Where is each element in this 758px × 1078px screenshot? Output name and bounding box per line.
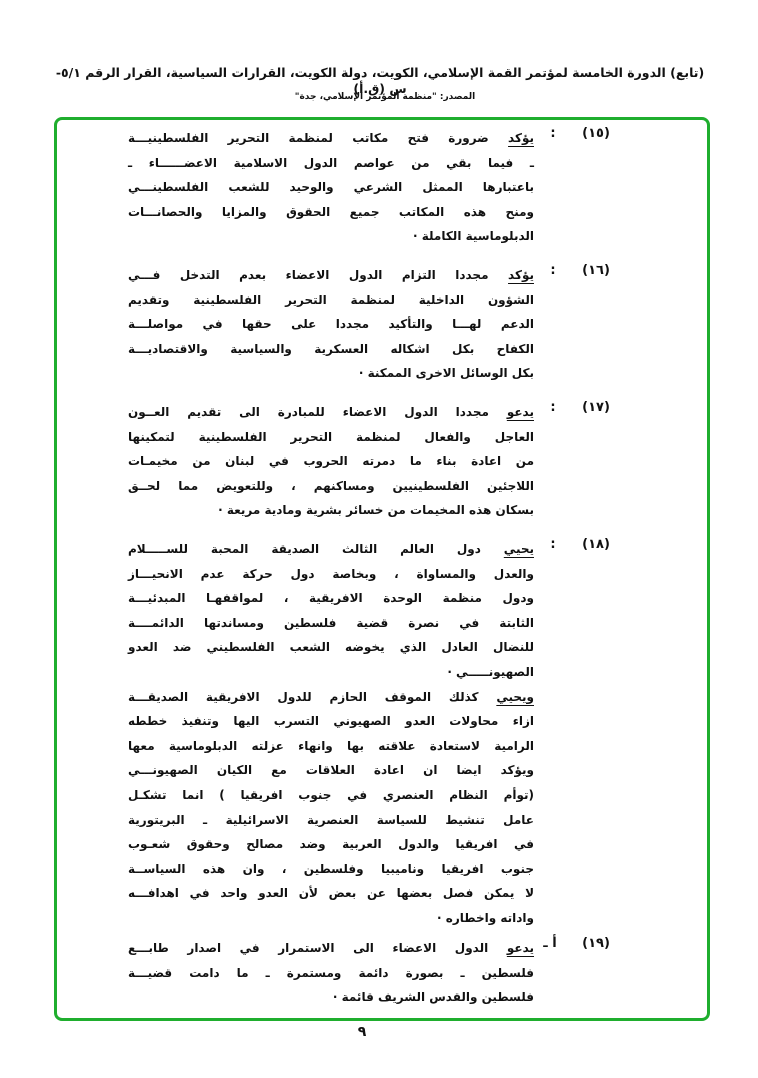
- text-line: بسكان هذه المخيمات من خسائر بشرية ومادية مريعة ·: [218, 503, 534, 518]
- text-line: الثابتة في نصرة قضية فلسطين ومساندتها الدائمــــة: [128, 615, 534, 630]
- paragraph-number: (١٥): [582, 126, 610, 141]
- sub-item-label: أ ـ: [543, 936, 557, 951]
- text-line: والعدل والمساواة ، وبخاصة دول حركة عدم الانحيـــاز: [128, 566, 534, 581]
- paragraph-colon: :: [550, 537, 556, 552]
- paragraph-number: (١٦): [582, 263, 610, 278]
- lead-verb: يؤكد: [508, 131, 534, 145]
- text-line: يؤكد ضرورة فتح مكاتب لمنظمة التحرير الفلسطينيـــة: [128, 131, 534, 145]
- paragraph-number: (١٧): [582, 400, 610, 415]
- lead-verb: يؤكد: [508, 268, 534, 282]
- text-line: بكل الوسائل الاخرى الممكنة ·: [358, 366, 534, 381]
- document-source-line: المصدر: "منظمة المؤتمر الإسلامي، جدة": [294, 92, 476, 102]
- text-line: العاجل والفعال لمنظمة التحرير الفلسطينية لتمكينها: [128, 429, 534, 444]
- paragraph-number: (١٨): [582, 537, 610, 552]
- text-line: الصهيونـــــي ·: [447, 664, 534, 679]
- text-line: يدعو الدول الاعضاء الى الاستمرار في اصدار طابـــع: [128, 941, 535, 955]
- text-line: واداته واخطاره ·: [437, 910, 534, 925]
- text-line: ودول منظمة الوحدة الافريقية ، لمواقفهـا المبدئيـــة: [128, 591, 534, 606]
- paragraph-colon: :: [550, 126, 556, 141]
- text-line: فلسطين والقدس الشريف قائمة ·: [332, 990, 534, 1005]
- text-line: ويحيي كذلك الموقف الحازم للدول الافريقية الصديقـــة: [128, 689, 534, 704]
- text-line: الدبلوماسية الكاملة ·: [412, 229, 534, 244]
- text-line: من اعادة بناء ما دمرته الحروب في لبنان من مخيمـات: [128, 454, 534, 469]
- text-line: الكفاح بكل اشكاله العسكرية والسياسية والاقتصاديـــة: [128, 341, 534, 356]
- page-number: ٩: [357, 1024, 367, 1040]
- text-line: في افريقيا والدول العربية وضد مصالح وحقوق شعـوب: [128, 837, 534, 852]
- paragraph-number: (١٩): [582, 936, 610, 951]
- lead-verb: يحيي: [503, 542, 534, 556]
- lead-verb: يدعو: [506, 405, 534, 419]
- text-line: جنوب افريقيا وناميبيا وفلسطين ، وان هذه السياســة: [128, 861, 534, 876]
- text-line: ويؤكد ايضا ان اعادة العلاقات مع الكيان الصهيونـــي: [128, 763, 534, 778]
- text-line: ـ فيما بقي من عواصم الدول الاسلامية الاعضــــــاء ـ: [128, 155, 534, 170]
- text-line: ازاء محاولات العدو الصهيوني التسرب اليها وتنفيذ خططه: [128, 714, 534, 729]
- text-line: ومنح هذه المكاتب جميع الحقوق والمزايا والحصانـــات: [128, 204, 534, 219]
- text-line: فلسطين ـ بصورة دائمة ومستمرة ـ ما دامت قضيـــة: [128, 965, 534, 980]
- text-line: لا يمكن فصل بعضها عن بعض لأن العدو واحد في اهدافـــه: [128, 886, 534, 901]
- paragraph-colon: :: [550, 263, 556, 278]
- lead-verb: ويحيي: [496, 689, 534, 704]
- text-line: يدعو مجددا الدول الاعضاء للمبادرة الى تقديم العــون: [128, 405, 534, 419]
- text-line: اللاجئين الفلسطينيين ومساكنهم ، وللتعويض مما لحــق: [128, 478, 534, 493]
- lead-verb: يدعو: [506, 941, 535, 955]
- text-line: باعتبارها الممثل الشرعي والوحيد للشعب الفلسطينـــي: [128, 180, 534, 195]
- text-line: الشؤون الداخلية لمنظمة التحرير الفلسطينية وتقديم: [128, 292, 534, 307]
- text-line: للنضال العادل الذي يخوضه الشعب الفلسطيني ضد العدو: [128, 640, 534, 655]
- paragraph-colon: :: [550, 400, 556, 415]
- text-line: يحيي دول العالم الثالث الصديقة المحبة للســـــلام: [128, 542, 534, 556]
- document-header-title: (تابع) الدورة الخامسة لمؤتمر القمة الإسلامي، الكويت، دولة الكويت، القرارات السياسية، القرار الرقم ٥/١-س (ق.أ): [55, 65, 705, 96]
- text-line: الدعم لهـــا والتأكيد مجددا على حقها في مواصلـــة: [128, 317, 534, 332]
- text-line: (توأم النظام العنصري في جنوب افريقيا ) انما تشكـل: [128, 787, 534, 802]
- text-line: يؤكد مجددا التزام الدول الاعضاء بعدم التدخل فـــي: [128, 268, 534, 282]
- text-line: الرامية لاستعادة علاقته بها وانهاء عزلته الدبلوماسية معها: [128, 738, 534, 753]
- text-line: عامل تنشيط للسياسة العنصرية الاسرائيلية ـ البريتورية: [128, 812, 534, 827]
